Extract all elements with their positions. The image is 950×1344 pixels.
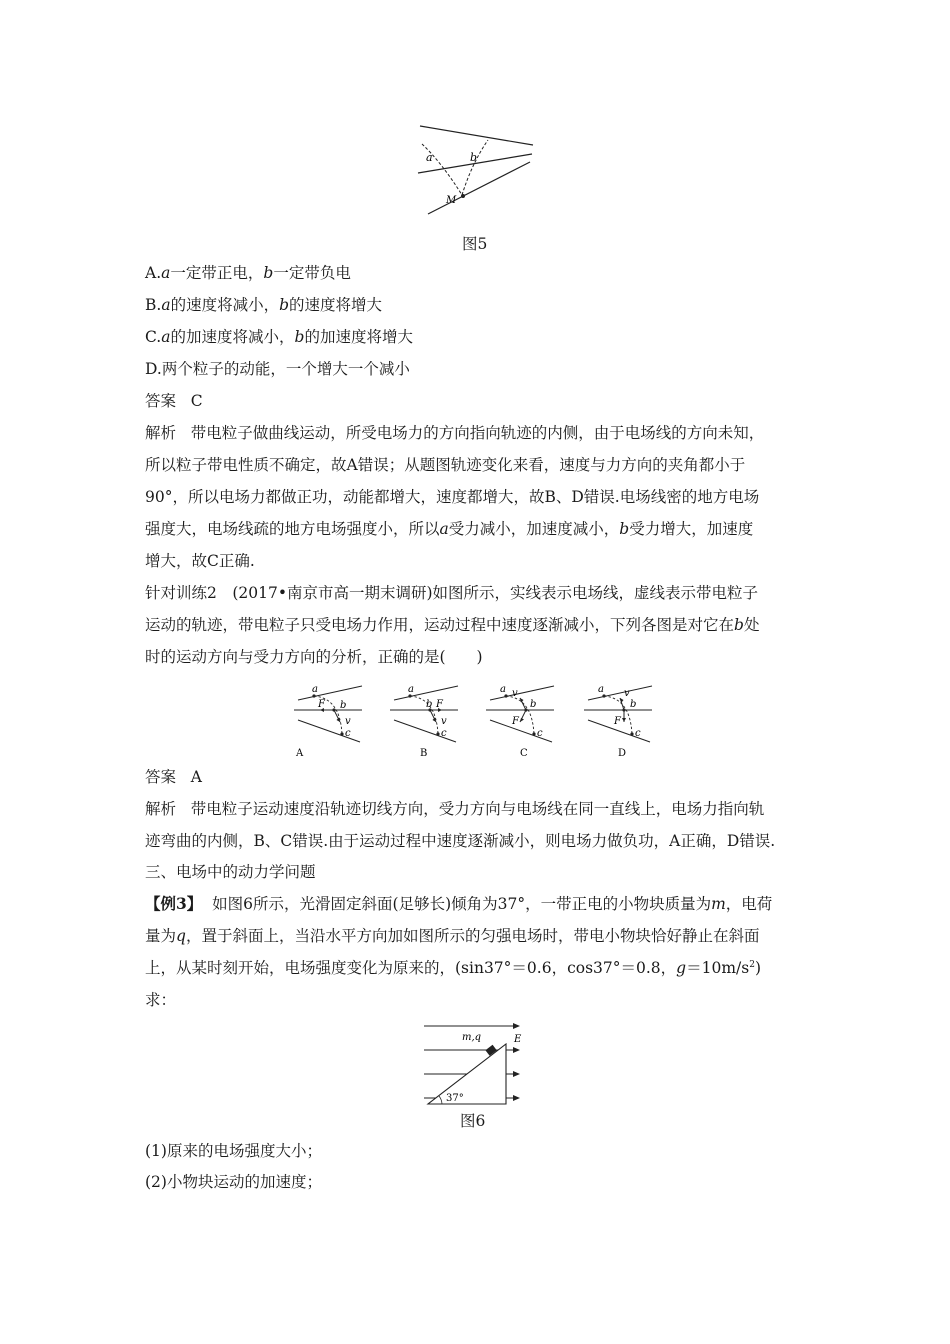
figure-5-diagram bbox=[410, 118, 545, 218]
label-f: F bbox=[436, 699, 443, 710]
analysis-1-line-3: 90°，所以电场力都做正功，动能都增大，速度都增大，故B、D错误.电场线密的地方电场 bbox=[145, 488, 760, 506]
option-b: B.a的速度将减小，b的速度将增大 bbox=[145, 296, 383, 314]
example-3-line-3: 上，从某时刻开始，电场强度变化为原来的，(sin37°＝0.6，cos37°＝0.8，$g=10m/s^2$) bbox=[145, 959, 762, 977]
example-3-line-4: 求： bbox=[145, 991, 177, 1009]
section-3-heading: 三、电场中的动力学问题 bbox=[145, 863, 316, 881]
example-3-question-1: (1)原来的电场强度大小； bbox=[145, 1142, 322, 1160]
label-f: F bbox=[318, 699, 325, 710]
analysis-2-line-2: 迹弯曲的内侧，B、C错误.由于运动过程中速度逐渐减小，则电场力做负功，A正确，D错误. bbox=[145, 832, 776, 850]
practice-2-line-3: 时的运动方向与受力方向的分析，正确的是( ) bbox=[145, 648, 483, 666]
practice-2-diagram-c bbox=[482, 680, 562, 760]
label-a: a bbox=[312, 684, 318, 695]
analysis-1-line-1: 解析 带电粒子做曲线运动，所受电场力的方向指向轨迹的内侧，由于电场线的方向未知， bbox=[145, 424, 765, 442]
field-line-top bbox=[420, 126, 533, 145]
label-a: a bbox=[500, 684, 506, 695]
caption-c: C bbox=[520, 748, 528, 759]
label-c: c bbox=[635, 728, 641, 739]
label-v: v bbox=[441, 716, 447, 727]
label-v: v bbox=[512, 688, 518, 699]
answer-1: 答案 C bbox=[145, 392, 203, 410]
field-line-bottom bbox=[428, 162, 530, 214]
caption-a: A bbox=[296, 748, 304, 759]
label-f: F bbox=[614, 716, 621, 727]
label-a: a bbox=[598, 684, 604, 695]
figure-6-diagram bbox=[420, 1020, 530, 1112]
fig5-label-a: a bbox=[426, 151, 433, 164]
point-m-dot bbox=[461, 194, 465, 198]
analysis-1-line-4: 强度大，电场线疏的地方电场强度小，所以a受力减小，加速度减小，b受力增大，加速度 bbox=[145, 520, 754, 538]
caption-d: D bbox=[618, 748, 627, 759]
label-a: a bbox=[408, 684, 414, 695]
caption-b: B bbox=[420, 748, 428, 759]
fig5-label-m: M bbox=[446, 195, 457, 206]
option-d: D.两个粒子的动能，一个增大一个减小 bbox=[145, 360, 410, 378]
example-3-line-2: 量为q，置于斜面上，当沿水平方向加如图所示的匀强电场时，带电小物块恰好静止在斜面 bbox=[145, 927, 760, 945]
label-v: v bbox=[345, 716, 351, 727]
analysis-1-line-2: 所以粒子带电性质不确定，故A错误；从题图轨迹变化来看，速度与力方向的夹角都小于 bbox=[145, 456, 746, 474]
analysis-2-line-1: 解析 带电粒子运动速度沿轨迹切线方向，受力方向与电场线在同一直线上，电场力指向轨 bbox=[145, 800, 765, 818]
practice-2-diagram-a bbox=[290, 680, 370, 760]
answer-2: 答案 A bbox=[145, 768, 202, 786]
option-c: C.a的加速度将减小，b的加速度将增大 bbox=[145, 328, 413, 346]
figure-5-caption: 图5 bbox=[462, 235, 488, 253]
example-3-line-1: 【例3】 如图6所示，光滑固定斜面(足够长)倾角为37°，一带正电的小物块质量为m，电荷 bbox=[145, 894, 773, 913]
figure-6-caption: 图6 bbox=[460, 1112, 486, 1130]
label-b: b bbox=[630, 699, 637, 710]
analysis-1-line-5: 增大，故C正确. bbox=[145, 552, 255, 570]
example-3-tag: 【例3】 bbox=[145, 894, 203, 913]
fig6-label-e: E bbox=[514, 1034, 522, 1045]
practice-2-line-2: 运动的轨迹，带电粒子只受电场力作用，运动过程中速度逐渐减小，下列各图是对它在b处 bbox=[145, 616, 760, 634]
trajectory-b bbox=[462, 140, 488, 195]
label-b: b bbox=[530, 699, 537, 710]
practice-2-diagram-d bbox=[580, 680, 660, 760]
option-a: A.a一定带正电，b一定带负电 bbox=[145, 264, 351, 282]
label-c: c bbox=[537, 728, 543, 739]
label-v: v bbox=[624, 688, 630, 699]
label-c: c bbox=[441, 728, 447, 739]
label-b: b bbox=[340, 700, 347, 711]
fig6-label-mq: m,q bbox=[462, 1032, 482, 1043]
example-3-question-2: (2)小物块运动的加速度； bbox=[145, 1173, 322, 1191]
practice-2-diagram-b bbox=[386, 680, 466, 760]
label-f: F bbox=[512, 716, 519, 727]
fig5-label-b: b bbox=[470, 151, 478, 164]
fig6-label-angle: 37° bbox=[446, 1093, 464, 1104]
practice-2-line-1: 针对训练2 (2017•南京市高一期末调研)如图所示，实线表示电场线，虚线表示带电粒子 bbox=[145, 584, 759, 602]
label-b: b bbox=[426, 699, 433, 710]
label-c: c bbox=[345, 728, 351, 739]
